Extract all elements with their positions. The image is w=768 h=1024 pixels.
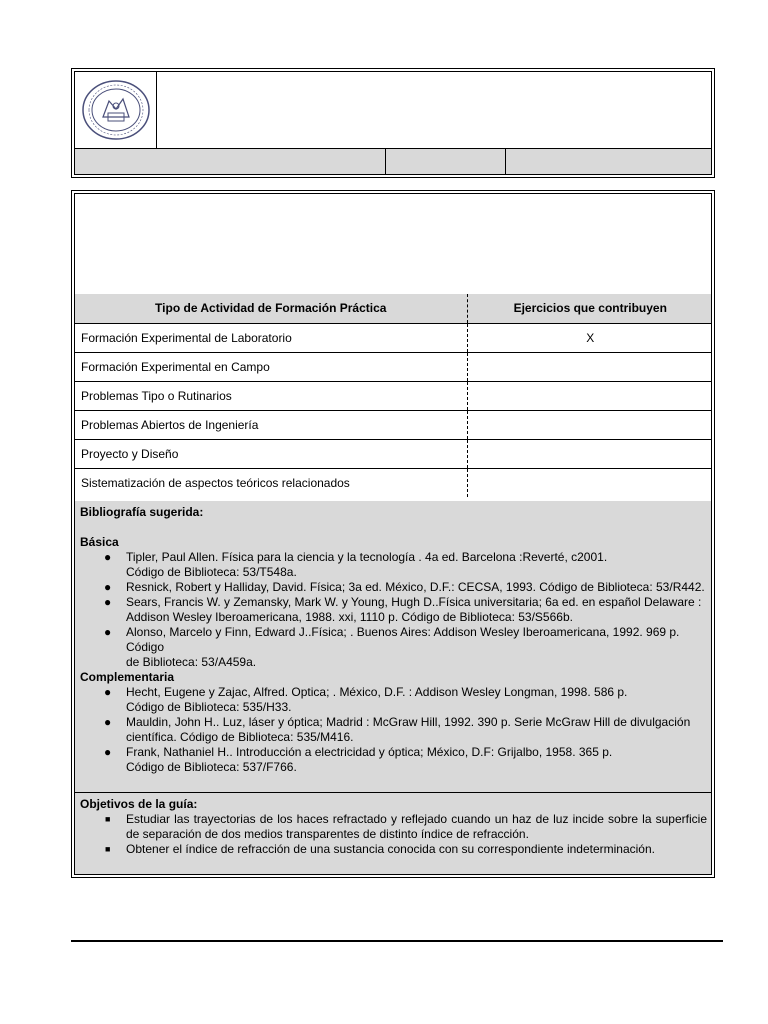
objectives-section xyxy=(75,793,711,874)
bibliography-section xyxy=(75,501,711,793)
activity-table xyxy=(75,294,712,497)
activity-mark xyxy=(467,352,712,381)
list-item: ● Sears, Francis W. y Zemansky, Mark W. y Young, Hugh D..Física universitaria; 6a ed. en español Delaware : Addison Wesley Iberoamericana, 1988. xxi, 1110 p. Código de Biblioteca: 53/S566b. xyxy=(104,595,702,624)
footer-rule xyxy=(71,940,723,942)
activity-type: Proyecto y Diseño xyxy=(75,439,467,468)
activity-type: Problemas Tipo o Rutinarios xyxy=(75,381,467,410)
activity-mark: X xyxy=(467,323,712,352)
list-item: ● Tipler, Paul Allen. Física para la ciencia y la tecnología . 4a ed. Barcelona :Reverté, c2001. Código de Biblioteca: 53/T548a. xyxy=(104,550,608,579)
header-info-cell-2 xyxy=(385,149,506,174)
activity-type: Sistematización de aspectos teóricos relacionados xyxy=(75,468,467,497)
bullet-icon: ● xyxy=(104,595,112,609)
list-item: ● Frank, Nathaniel H.. Introducción a electricidad y óptica; México, D.F: Grijalbo, 1958. 365 p. Código de Biblioteca: 537/F766. xyxy=(104,745,613,774)
square-bullet-icon: ■ xyxy=(105,814,111,824)
main-inner xyxy=(74,193,712,875)
header-info-cell-1 xyxy=(75,149,386,174)
logo-cell xyxy=(75,72,157,148)
header-box xyxy=(71,68,715,178)
bullet-icon: ● xyxy=(104,745,112,759)
complementary-title: Complementaria xyxy=(80,670,175,684)
activity-mark xyxy=(467,410,712,439)
table-row xyxy=(75,439,712,468)
activity-type: Problemas Abiertos de Ingeniería xyxy=(75,410,467,439)
square-bullet-icon: ■ xyxy=(105,844,111,854)
table-row xyxy=(75,381,712,410)
table-row xyxy=(75,323,712,352)
list-item: ● Resnick, Robert y Halliday, David. Física; 3a ed. México, D.F.: CECSA, 1993. Código de Biblioteca: 53/R442. xyxy=(104,580,705,594)
blank-title-area xyxy=(75,194,711,295)
list-item: ■ Obtener el índice de refracción de una sustancia conocida con su correspondiente indeterminación. xyxy=(105,842,655,856)
list-item: ■ Estudiar las trayectorias de los haces refractado y reflejado cuando un haz de luz incide sobre la superficie de separación de dos medios transparentes de distinto índice de refracción. xyxy=(105,812,707,841)
bullet-icon: ● xyxy=(104,580,112,594)
bullet-icon: ● xyxy=(104,550,112,564)
list-item: ● Mauldin, John H.. Luz, láser y óptica; Madrid : McGraw Hill, 1992. 390 p. Serie McGraw Hill de divulgación científica. Código de Biblioteca: 535/M416. xyxy=(104,715,691,744)
list-item: ● Alonso, Marcelo y Finn, Edward J..Física; . Buenos Aires: Addison Wesley Iberoamericana, 1992. 969 p. Código de Biblioteca: 53/A459a. xyxy=(104,625,680,669)
list-item: ● Hecht, Eugene y Zajac, Alfred. Optica; . México, D.F. : Addison Wesley Longman, 1998. 586 p. Código de Biblioteca: 535/H33. xyxy=(104,685,628,714)
objectives-title: Objetivos de la guía: xyxy=(80,797,198,811)
header-info-row xyxy=(75,148,711,174)
activity-mark xyxy=(467,381,712,410)
bullet-icon: ● xyxy=(104,685,112,699)
bullet-icon: ● xyxy=(104,625,112,639)
table-row xyxy=(75,410,712,439)
complementary-list xyxy=(80,685,707,775)
col-activity-type-header: Tipo de Actividad de Formación Práctica xyxy=(75,294,467,323)
basic-title: Básica xyxy=(80,535,119,549)
bullet-icon: ● xyxy=(104,715,112,729)
bibliography-title: Bibliografía sugerida: xyxy=(80,505,204,519)
main-box xyxy=(71,190,715,878)
activity-mark xyxy=(467,468,712,497)
activity-type: Formación Experimental en Campo xyxy=(75,352,467,381)
activity-mark xyxy=(467,439,712,468)
col-exercises-header: Ejercicios que contribuyen xyxy=(467,294,712,323)
table-row xyxy=(75,468,712,497)
basic-list xyxy=(80,550,707,670)
header-inner xyxy=(74,71,712,175)
university-seal-icon xyxy=(81,79,151,141)
objectives-list xyxy=(80,812,707,857)
activity-type: Formación Experimental de Laboratorio xyxy=(75,323,467,352)
table-row xyxy=(75,352,712,381)
activity-table-header xyxy=(75,294,712,323)
